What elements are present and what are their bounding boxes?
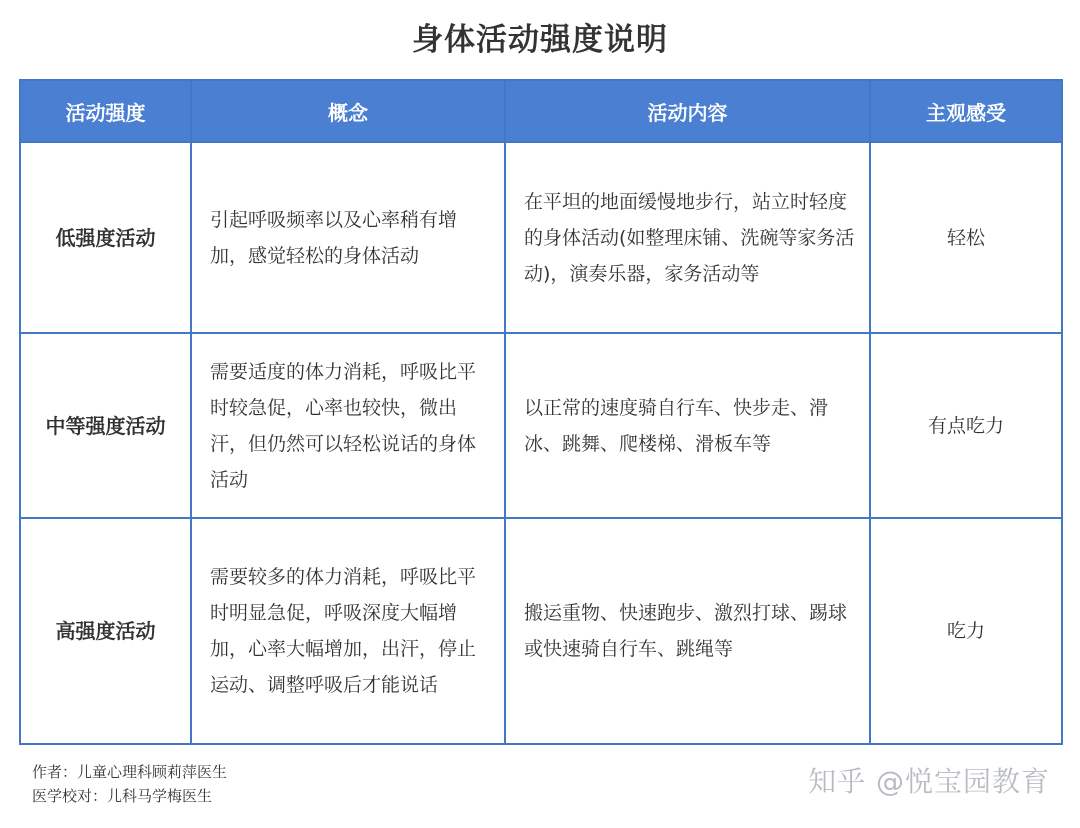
- table-row: [20, 518, 1062, 744]
- feeling-cell: 轻松: [870, 142, 1062, 333]
- activities-cell: 在平坦的地面缓慢地步行，站立时轻度的身体活动(如整理床铺、洗碗等家务活动)，演奏乐器，家务活动等: [505, 142, 870, 333]
- level-cell: 低强度活动: [20, 142, 191, 333]
- activities-cell: 以正常的速度骑自行车、快步走、滑冰、跳舞、爬楼梯、滑板车等: [505, 333, 870, 518]
- page-title: 身体活动强度说明: [412, 22, 668, 58]
- level-cell: 中等强度活动: [20, 333, 191, 518]
- concept-cell: 需要适度的体力消耗，呼吸比平时较急促，心率也较快，微出汗，但仍然可以轻松说话的身体活动: [191, 333, 505, 518]
- credits: [32, 760, 227, 808]
- table-row: [20, 333, 1062, 518]
- author-credit: 作者：儿童心理科顾莉萍医生: [32, 763, 228, 781]
- header-level: 活动强度: [20, 80, 191, 142]
- feeling-cell: 吃力: [870, 518, 1062, 744]
- concept-cell: 需要较多的体力消耗，呼吸比平时明显急促，呼吸深度大幅增加，心率大幅增加，出汗，停止运动、调整呼吸后才能说话: [191, 518, 505, 744]
- table-header-row: [20, 80, 1062, 142]
- watermark: 知乎 @悦宝园教育: [808, 765, 1050, 798]
- header-activities: 活动内容: [505, 80, 870, 142]
- header-feeling: 主观感受: [870, 80, 1062, 142]
- header-concept: 概念: [191, 80, 505, 142]
- concept-cell: 引起呼吸频率以及心率稍有增加，感觉轻松的身体活动: [191, 142, 505, 333]
- table-row: [20, 142, 1062, 333]
- feeling-cell: 有点吃力: [870, 333, 1062, 518]
- activity-intensity-table: [19, 79, 1063, 745]
- reviewer-credit: 医学校对：儿科马学梅医生: [32, 787, 213, 805]
- level-cell: 高强度活动: [20, 518, 191, 744]
- activities-cell: 搬运重物、快速跑步、激烈打球、踢球或快速骑自行车、跳绳等: [505, 518, 870, 744]
